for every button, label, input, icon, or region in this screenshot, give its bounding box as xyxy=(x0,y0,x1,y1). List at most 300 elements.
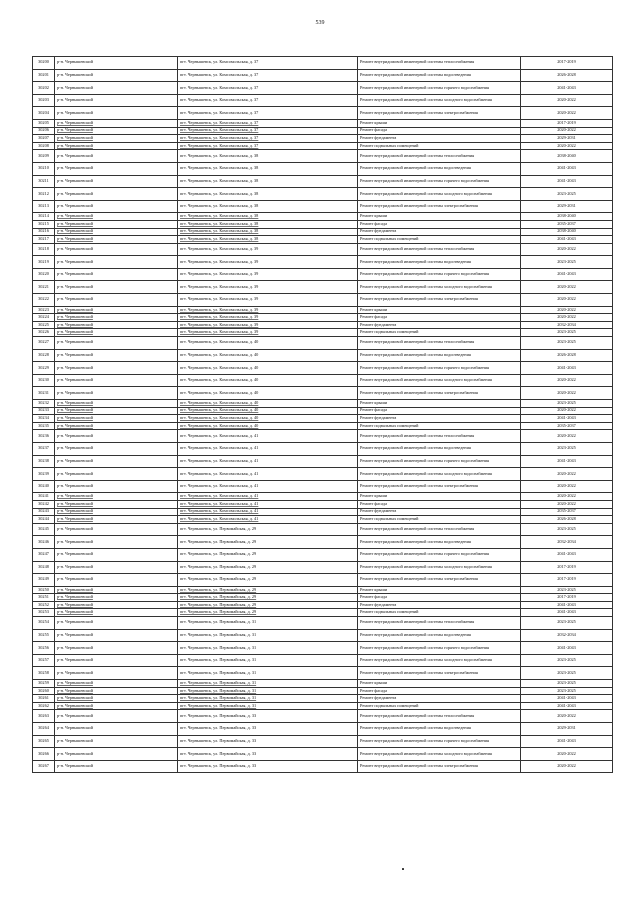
work-type-cell: Ремонт внутридомовой инженерной системы водоотведения xyxy=(358,256,521,269)
period-cell: 2041-2043 xyxy=(521,735,613,748)
record-id-cell: 30226 xyxy=(33,329,55,337)
address-cell: пгт. Чернышевск, ул. Первомайская, д. 31 xyxy=(178,702,358,710)
district-cell: р-н. Чернышевский xyxy=(55,337,178,350)
work-type-cell: Ремонт внутридомовой инженерной системы теплоснабжения xyxy=(358,710,521,723)
table-row xyxy=(33,442,613,455)
table-row xyxy=(33,119,613,127)
work-type-cell: Ремонт внутридомовой инженерной системы горячего водоснабжения xyxy=(358,362,521,375)
record-id-cell: 30242 xyxy=(33,500,55,508)
address-cell: пгт. Чернышевск, ул. Комсомольская, д. 37 xyxy=(178,82,358,95)
record-id-cell: 30223 xyxy=(33,306,55,314)
district-cell: р-н. Чернышевский xyxy=(55,523,178,536)
table-row xyxy=(33,586,613,594)
work-type-cell: Ремонт внутридомовой инженерной системы холодного водоснабжения xyxy=(358,748,521,761)
table-row xyxy=(33,455,613,468)
period-cell: 2023-2025 xyxy=(521,337,613,350)
district-cell: р-н. Чернышевский xyxy=(55,82,178,95)
work-type-cell: Ремонт внутридомовой инженерной системы холодного водоснабжения xyxy=(358,654,521,667)
period-cell: 2041-2043 xyxy=(521,82,613,95)
record-id-cell: 30261 xyxy=(33,695,55,703)
work-type-cell: Ремонт внутридомовой инженерной системы электроснабжения xyxy=(358,294,521,307)
table-row xyxy=(33,306,613,314)
period-cell: 2041-2043 xyxy=(521,548,613,561)
address-cell: пгт. Чернышевск, ул. Первомайская, д. 31 xyxy=(178,695,358,703)
period-cell: 2020-2022 xyxy=(521,387,613,400)
work-type-cell: Ремонт внутридомовой инженерной системы холодного водоснабжения xyxy=(358,188,521,201)
work-type-cell: Ремонт внутридомовой инженерной системы водоотведения xyxy=(358,349,521,362)
work-type-cell: Ремонт внутридомовой инженерной системы теплоснабжения xyxy=(358,617,521,630)
district-cell: р-н. Чернышевский xyxy=(55,150,178,163)
address-cell: пгт. Чернышевск, ул. Комсомольская, д. 37 xyxy=(178,69,358,82)
table-row xyxy=(33,667,613,680)
work-type-cell: Ремонт внутридомовой инженерной системы теплоснабжения xyxy=(358,430,521,443)
record-id-cell: 30203 xyxy=(33,94,55,107)
district-cell: р-н. Чернышевский xyxy=(55,723,178,736)
period-cell: 2035-2037 xyxy=(521,220,613,228)
table-row xyxy=(33,362,613,375)
table-row xyxy=(33,523,613,536)
table-row xyxy=(33,548,613,561)
period-cell: 2020-2022 xyxy=(521,748,613,761)
record-id-cell: 30216 xyxy=(33,228,55,236)
table-row xyxy=(33,387,613,400)
district-cell: р-н. Чернышевский xyxy=(55,107,178,120)
address-cell: пгт. Чернышевск, ул. Комсомольская, д. 40 xyxy=(178,387,358,400)
record-id-cell: 30248 xyxy=(33,561,55,574)
table-row xyxy=(33,601,613,609)
table-row xyxy=(33,723,613,736)
district-cell: р-н. Чернышевский xyxy=(55,306,178,314)
table-row xyxy=(33,228,613,236)
period-cell: 2020-2022 xyxy=(521,493,613,501)
table-row xyxy=(33,629,613,642)
address-cell: пгт. Чернышевск, ул. Комсомольская, д. 37 xyxy=(178,142,358,150)
record-id-cell: 30267 xyxy=(33,760,55,773)
district-cell: р-н. Чернышевский xyxy=(55,321,178,329)
address-cell: пгт. Чернышевск, ул. Комсомольская, д. 40 xyxy=(178,374,358,387)
address-cell: пгт. Чернышевск, ул. Комсомольская, д. 38 xyxy=(178,236,358,244)
work-type-cell: Ремонт подвальных помещений xyxy=(358,702,521,710)
address-cell: пгт. Чернышевск, ул. Комсомольская, д. 38 xyxy=(178,213,358,221)
record-id-cell: 30246 xyxy=(33,536,55,549)
work-type-cell: Ремонт фундамента xyxy=(358,228,521,236)
table-row xyxy=(33,236,613,244)
work-type-cell: Ремонт крыши xyxy=(358,213,521,221)
work-type-cell: Ремонт фундамента xyxy=(358,135,521,143)
district-cell: р-н. Чернышевский xyxy=(55,268,178,281)
address-cell: пгт. Чернышевск, ул. Комсомольская, д. 41 xyxy=(178,500,358,508)
period-cell: 2020-2022 xyxy=(521,407,613,415)
district-cell: р-н. Чернышевский xyxy=(55,680,178,688)
work-type-cell: Ремонт внутридомовой инженерной системы электроснабжения xyxy=(358,574,521,587)
table-row xyxy=(33,281,613,294)
district-cell: р-н. Чернышевский xyxy=(55,548,178,561)
address-cell: пгт. Чернышевск, ул. Первомайская, д. 29 xyxy=(178,594,358,602)
district-cell: р-н. Чернышевский xyxy=(55,135,178,143)
period-cell: 2023-2025 xyxy=(521,400,613,408)
record-id-cell: 30204 xyxy=(33,107,55,120)
table-row xyxy=(33,422,613,430)
district-cell: р-н. Чернышевский xyxy=(55,236,178,244)
table-row xyxy=(33,748,613,761)
district-cell: р-н. Чернышевский xyxy=(55,594,178,602)
table-row xyxy=(33,329,613,337)
table-row xyxy=(33,220,613,228)
record-id-cell: 30262 xyxy=(33,702,55,710)
district-cell: р-н. Чернышевский xyxy=(55,667,178,680)
period-cell: 2041-2043 xyxy=(521,642,613,655)
address-cell: пгт. Чернышевск, ул. Комсомольская, д. 39 xyxy=(178,243,358,256)
period-cell: 2020-2022 xyxy=(521,281,613,294)
record-id-cell: 30233 xyxy=(33,407,55,415)
record-id-cell: 30252 xyxy=(33,601,55,609)
table-row xyxy=(33,57,613,70)
address-cell: пгт. Чернышевск, ул. Первомайская, д. 31 xyxy=(178,617,358,630)
address-cell: пгт. Чернышевск, ул. Комсомольская, д. 40 xyxy=(178,407,358,415)
table-row xyxy=(33,200,613,213)
table-row xyxy=(33,654,613,667)
work-type-cell: Ремонт фасада xyxy=(358,594,521,602)
period-cell: 2020-2022 xyxy=(521,314,613,322)
district-cell: р-н. Чернышевский xyxy=(55,294,178,307)
record-id-cell: 30264 xyxy=(33,723,55,736)
address-cell: пгт. Чернышевск, ул. Комсомольская, д. 40 xyxy=(178,422,358,430)
record-id-cell: 30218 xyxy=(33,243,55,256)
period-cell: 2020-2022 xyxy=(521,306,613,314)
address-cell: пгт. Чернышевск, ул. Первомайская, д. 31 xyxy=(178,680,358,688)
address-cell: пгт. Чернышевск, ул. Комсомольская, д. 37 xyxy=(178,107,358,120)
district-cell: р-н. Чернышевский xyxy=(55,387,178,400)
record-id-cell: 30260 xyxy=(33,687,55,695)
record-id-cell: 30227 xyxy=(33,337,55,350)
table-row xyxy=(33,695,613,703)
period-cell: 2017-2019 xyxy=(521,561,613,574)
work-type-cell: Ремонт подвальных помещений xyxy=(358,516,521,524)
capital-repair-table xyxy=(32,56,613,773)
table-row xyxy=(33,500,613,508)
record-id-cell: 30209 xyxy=(33,150,55,163)
district-cell: р-н. Чернышевский xyxy=(55,415,178,423)
district-cell: р-н. Чернышевский xyxy=(55,422,178,430)
table-row xyxy=(33,536,613,549)
work-type-cell: Ремонт фундамента xyxy=(358,415,521,423)
period-cell: 2041-2043 xyxy=(521,362,613,375)
period-cell: 2017-2019 xyxy=(521,594,613,602)
district-cell: р-н. Чернышевский xyxy=(55,617,178,630)
record-id-cell: 30217 xyxy=(33,236,55,244)
district-cell: р-н. Чернышевский xyxy=(55,349,178,362)
record-id-cell: 30247 xyxy=(33,548,55,561)
record-id-cell: 30207 xyxy=(33,135,55,143)
work-type-cell: Ремонт подвальных помещений xyxy=(358,422,521,430)
district-cell: р-н. Чернышевский xyxy=(55,329,178,337)
table-row xyxy=(33,430,613,443)
period-cell: 2032-2034 xyxy=(521,629,613,642)
table-row xyxy=(33,617,613,630)
district-cell: р-н. Чернышевский xyxy=(55,127,178,135)
work-type-cell: Ремонт внутридомовой инженерной системы водоотведения xyxy=(358,442,521,455)
record-id-cell: 30224 xyxy=(33,314,55,322)
period-cell: 2023-2025 xyxy=(521,667,613,680)
address-cell: пгт. Чернышевск, ул. Первомайская, д. 31 xyxy=(178,654,358,667)
address-cell: пгт. Чернышевск, ул. Комсомольская, д. 41 xyxy=(178,480,358,493)
district-cell: р-н. Чернышевский xyxy=(55,710,178,723)
district-cell: р-н. Чернышевский xyxy=(55,493,178,501)
work-type-cell: Ремонт фундамента xyxy=(358,321,521,329)
work-type-cell: Ремонт внутридомовой инженерной системы электроснабжения xyxy=(358,760,521,773)
period-cell: 2020-2022 xyxy=(521,374,613,387)
address-cell: пгт. Чернышевск, ул. Первомайская, д. 31 xyxy=(178,629,358,642)
period-cell: 2017-2019 xyxy=(521,574,613,587)
work-type-cell: Ремонт фундамента xyxy=(358,695,521,703)
record-id-cell: 30221 xyxy=(33,281,55,294)
district-cell: р-н. Чернышевский xyxy=(55,480,178,493)
record-id-cell: 30244 xyxy=(33,516,55,524)
work-type-cell: Ремонт внутридомовой инженерной системы холодного водоснабжения xyxy=(358,94,521,107)
table-row xyxy=(33,516,613,524)
district-cell: р-н. Чернышевский xyxy=(55,654,178,667)
district-cell: р-н. Чернышевский xyxy=(55,188,178,201)
work-type-cell: Ремонт фундамента xyxy=(358,601,521,609)
record-id-cell: 30205 xyxy=(33,119,55,127)
record-id-cell: 30259 xyxy=(33,680,55,688)
period-cell: 2041-2043 xyxy=(521,609,613,617)
table-row xyxy=(33,243,613,256)
address-cell: пгт. Чернышевск, ул. Комсомольская, д. 39 xyxy=(178,256,358,269)
address-cell: пгт. Чернышевск, ул. Комсомольская, д. 39 xyxy=(178,294,358,307)
table-row xyxy=(33,294,613,307)
record-id-cell: 30243 xyxy=(33,508,55,516)
table-row xyxy=(33,702,613,710)
table-row xyxy=(33,374,613,387)
address-cell: пгт. Чернышевск, ул. Первомайская, д. 29 xyxy=(178,601,358,609)
work-type-cell: Ремонт внутридомовой инженерной системы горячего водоснабжения xyxy=(358,82,521,95)
address-cell: пгт. Чернышевск, ул. Комсомольская, д. 41 xyxy=(178,516,358,524)
period-cell: 2023-2025 xyxy=(521,654,613,667)
record-id-cell: 30212 xyxy=(33,188,55,201)
period-cell: 2032-2034 xyxy=(521,536,613,549)
work-type-cell: Ремонт внутридомовой инженерной системы водоотведения xyxy=(358,723,521,736)
district-cell: р-н. Чернышевский xyxy=(55,629,178,642)
record-id-cell: 30214 xyxy=(33,213,55,221)
table-row xyxy=(33,687,613,695)
period-cell: 2041-2043 xyxy=(521,415,613,423)
district-cell: р-н. Чернышевский xyxy=(55,735,178,748)
period-cell: 2041-2043 xyxy=(521,601,613,609)
work-type-cell: Ремонт крыши xyxy=(358,493,521,501)
district-cell: р-н. Чернышевский xyxy=(55,69,178,82)
period-cell: 2020-2022 xyxy=(521,710,613,723)
work-type-cell: Ремонт фасада xyxy=(358,220,521,228)
work-type-cell: Ремонт внутридомовой инженерной системы электроснабжения xyxy=(358,107,521,120)
address-cell: пгт. Чернышевск, ул. Комсомольская, д. 37 xyxy=(178,135,358,143)
district-cell: р-н. Чернышевский xyxy=(55,57,178,70)
record-id-cell: 30266 xyxy=(33,748,55,761)
table-row xyxy=(33,135,613,143)
record-id-cell: 30230 xyxy=(33,374,55,387)
period-cell: 2041-2043 xyxy=(521,175,613,188)
record-id-cell: 30229 xyxy=(33,362,55,375)
work-type-cell: Ремонт фасада xyxy=(358,687,521,695)
record-id-cell: 30235 xyxy=(33,422,55,430)
table-row xyxy=(33,107,613,120)
table-row xyxy=(33,82,613,95)
period-cell: 2026-2028 xyxy=(521,516,613,524)
table-row xyxy=(33,321,613,329)
period-cell: 2032-2034 xyxy=(521,321,613,329)
address-cell: пгт. Чернышевск, ул. Первомайская, д. 33 xyxy=(178,748,358,761)
period-cell: 2035-2037 xyxy=(521,508,613,516)
period-cell: 2041-2043 xyxy=(521,236,613,244)
period-cell: 2041-2043 xyxy=(521,695,613,703)
table-row xyxy=(33,710,613,723)
table-row xyxy=(33,400,613,408)
district-cell: р-н. Чернышевский xyxy=(55,200,178,213)
record-id-cell: 30210 xyxy=(33,162,55,175)
address-cell: пгт. Чернышевск, ул. Комсомольская, д. 39 xyxy=(178,314,358,322)
table-row xyxy=(33,480,613,493)
period-cell: 2041-2043 xyxy=(521,455,613,468)
district-cell: р-н. Чернышевский xyxy=(55,702,178,710)
address-cell: пгт. Чернышевск, ул. Комсомольская, д. 37 xyxy=(178,127,358,135)
record-id-cell: 30225 xyxy=(33,321,55,329)
district-cell: р-н. Чернышевский xyxy=(55,609,178,617)
period-cell: 2029-2031 xyxy=(521,723,613,736)
record-id-cell: 30251 xyxy=(33,594,55,602)
record-id-cell: 30231 xyxy=(33,387,55,400)
address-cell: пгт. Чернышевск, ул. Первомайская, д. 29 xyxy=(178,574,358,587)
record-id-cell: 30255 xyxy=(33,629,55,642)
table-row xyxy=(33,162,613,175)
work-type-cell: Ремонт крыши xyxy=(358,306,521,314)
address-cell: пгт. Чернышевск, ул. Первомайская, д. 29 xyxy=(178,536,358,549)
address-cell: пгт. Чернышевск, ул. Комсомольская, д. 41 xyxy=(178,430,358,443)
work-type-cell: Ремонт подвальных помещений xyxy=(358,236,521,244)
address-cell: пгт. Чернышевск, ул. Первомайская, д. 29 xyxy=(178,586,358,594)
record-id-cell: 30250 xyxy=(33,586,55,594)
work-type-cell: Ремонт внутридомовой инженерной системы водоотведения xyxy=(358,536,521,549)
work-type-cell: Ремонт крыши xyxy=(358,586,521,594)
district-cell: р-н. Чернышевский xyxy=(55,228,178,236)
record-id-cell: 30219 xyxy=(33,256,55,269)
work-type-cell: Ремонт внутридомовой инженерной системы горячего водоснабжения xyxy=(358,548,521,561)
district-cell: р-н. Чернышевский xyxy=(55,536,178,549)
district-cell: р-н. Чернышевский xyxy=(55,213,178,221)
work-type-cell: Ремонт фасада xyxy=(358,500,521,508)
record-id-cell: 30211 xyxy=(33,175,55,188)
work-type-cell: Ремонт внутридомовой инженерной системы теплоснабжения xyxy=(358,57,521,70)
work-type-cell: Ремонт внутридомовой инженерной системы электроснабжения xyxy=(358,387,521,400)
district-cell: р-н. Чернышевский xyxy=(55,642,178,655)
district-cell: р-н. Чернышевский xyxy=(55,243,178,256)
period-cell: 2020-2022 xyxy=(521,480,613,493)
record-id-cell: 30257 xyxy=(33,654,55,667)
address-cell: пгт. Чернышевск, ул. Комсомольская, д. 38 xyxy=(178,220,358,228)
period-cell: 2035-2037 xyxy=(521,422,613,430)
address-cell: пгт. Чернышевск, ул. Комсомольская, д. 38 xyxy=(178,228,358,236)
table-row xyxy=(33,150,613,163)
record-id-cell: 30213 xyxy=(33,200,55,213)
record-id-cell: 30256 xyxy=(33,642,55,655)
district-cell: р-н. Чернышевский xyxy=(55,442,178,455)
period-cell: 2023-2025 xyxy=(521,523,613,536)
period-cell: 2023-2025 xyxy=(521,329,613,337)
table-row xyxy=(33,69,613,82)
address-cell: пгт. Чернышевск, ул. Комсомольская, д. 40 xyxy=(178,400,358,408)
address-cell: пгт. Чернышевск, ул. Первомайская, д. 33 xyxy=(178,735,358,748)
district-cell: р-н. Чернышевский xyxy=(55,455,178,468)
record-id-cell: 30265 xyxy=(33,735,55,748)
record-id-cell: 30215 xyxy=(33,220,55,228)
address-cell: пгт. Чернышевск, ул. Первомайская, д. 31 xyxy=(178,687,358,695)
period-cell: 2023-2025 xyxy=(521,687,613,695)
record-id-cell: 30202 xyxy=(33,82,55,95)
district-cell: р-н. Чернышевский xyxy=(55,561,178,574)
address-cell: пгт. Чернышевск, ул. Первомайская, д. 33 xyxy=(178,760,358,773)
period-cell: 2020-2022 xyxy=(521,107,613,120)
work-type-cell: Ремонт подвальных помещений xyxy=(358,609,521,617)
address-cell: пгт. Чернышевск, ул. Комсомольская, д. 38 xyxy=(178,200,358,213)
record-id-cell: 30241 xyxy=(33,493,55,501)
address-cell: пгт. Чернышевск, ул. Комсомольская, д. 40 xyxy=(178,415,358,423)
period-cell: 2023-2025 xyxy=(521,188,613,201)
address-cell: пгт. Чернышевск, ул. Первомайская, д. 29 xyxy=(178,548,358,561)
district-cell: р-н. Чернышевский xyxy=(55,142,178,150)
period-cell: 2020-2022 xyxy=(521,294,613,307)
work-type-cell: Ремонт фундамента xyxy=(358,508,521,516)
period-cell: 2038-2040 xyxy=(521,150,613,163)
address-cell: пгт. Чернышевск, ул. Комсомольская, д. 40 xyxy=(178,337,358,350)
record-id-cell: 30232 xyxy=(33,400,55,408)
table-row xyxy=(33,594,613,602)
record-id-cell: 30258 xyxy=(33,667,55,680)
district-cell: р-н. Чернышевский xyxy=(55,175,178,188)
work-type-cell: Ремонт внутридомовой инженерной системы водоотведения xyxy=(358,162,521,175)
scan-speck xyxy=(402,868,404,870)
record-id-cell: 30234 xyxy=(33,415,55,423)
address-cell: пгт. Чернышевск, ул. Комсомольская, д. 41 xyxy=(178,493,358,501)
period-cell: 2020-2022 xyxy=(521,760,613,773)
record-id-cell: 30222 xyxy=(33,294,55,307)
address-cell: пгт. Чернышевск, ул. Комсомольская, д. 38 xyxy=(178,188,358,201)
work-type-cell: Ремонт внутридомовой инженерной системы теплоснабжения xyxy=(358,337,521,350)
address-cell: пгт. Чернышевск, ул. Комсомольская, д. 39 xyxy=(178,329,358,337)
district-cell: р-н. Чернышевский xyxy=(55,586,178,594)
address-cell: пгт. Чернышевск, ул. Комсомольская, д. 37 xyxy=(178,57,358,70)
district-cell: р-н. Чернышевский xyxy=(55,601,178,609)
table-row xyxy=(33,127,613,135)
district-cell: р-н. Чернышевский xyxy=(55,220,178,228)
work-type-cell: Ремонт крыши xyxy=(358,680,521,688)
period-cell: 2023-2025 xyxy=(521,617,613,630)
address-cell: пгт. Чернышевск, ул. Комсомольская, д. 39 xyxy=(178,306,358,314)
work-type-cell: Ремонт внутридомовой инженерной системы горячего водоснабжения xyxy=(358,642,521,655)
address-cell: пгт. Чернышевск, ул. Комсомольская, д. 37 xyxy=(178,94,358,107)
address-cell: пгт. Чернышевск, ул. Комсомольская, д. 38 xyxy=(178,162,358,175)
period-cell: 2038-2040 xyxy=(521,213,613,221)
table-row xyxy=(33,561,613,574)
record-id-cell: 30228 xyxy=(33,349,55,362)
address-cell: пгт. Чернышевск, ул. Первомайская, д. 33 xyxy=(178,710,358,723)
page-number: 539 xyxy=(315,20,325,26)
work-type-cell: Ремонт подвальных помещений xyxy=(358,329,521,337)
work-type-cell: Ремонт фасада xyxy=(358,407,521,415)
district-cell: р-н. Чернышевский xyxy=(55,760,178,773)
table-row xyxy=(33,256,613,269)
period-cell: 2023-2025 xyxy=(521,256,613,269)
period-cell: 2020-2022 xyxy=(521,430,613,443)
table-row xyxy=(33,680,613,688)
